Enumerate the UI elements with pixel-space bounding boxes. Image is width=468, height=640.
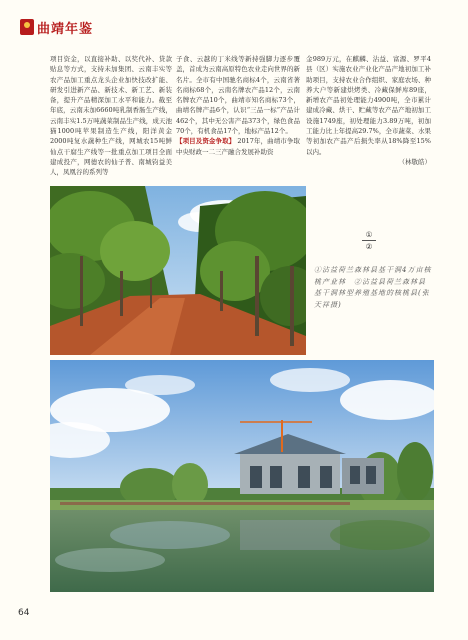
lakeside-base-photo [50, 360, 434, 592]
section-title-projects-funding: 【项目及资金争取】 [176, 137, 236, 146]
lakeside-base-illustration [50, 360, 434, 592]
figure-number-marker [362, 230, 376, 251]
article-column-1 [50, 54, 172, 178]
section-body: 2017年，曲靖市争取中央财政一二三产融合发展补助资 [176, 137, 300, 156]
column-1-text: 项目资金，以直接补助、以奖代补、贷款贴息等方式，支持未加集团、云南丰实等农产品加工重点龙头企业加快技改扩能、研发引进新产品、新技术、新工艺、新装备，提升产品精深加工水平和能力。截至年底，云南未加6660吨乳制香肠生产线，云南丰实1.5万吨蔬菜制品生产线，成天池猫1000吨苹果制造生产线，阳洋黄金2000吨复水蔬种生产线，网城农15吨鲜仙点干腐生产线等一批重点加工项目全面建成投产，网德农的仙子普、南城钧益美人，凤凰谷的系列等 [50, 55, 172, 177]
author-signoff: （林敬皓） [398, 157, 431, 166]
column-2-paragraph-1: 子食、云越的丁米线等新持强脚力逐步覆盖，首成为云南高原特色农业走向世界的新名片。全市有中国驰名商标4个，云南省著名商标68个，云南名牌农产品12个，云南名牌农产品10个，曲靖市知名商标73个，曲靖名牌产品6个，认识“三品一标”产品计462个，其中无公害产品373个，绿色食品70个，有机食品17个，地标产品12个。 [176, 55, 300, 136]
walnut-forest-photo [50, 186, 306, 355]
brand-title: 曲靖年鉴 [37, 21, 94, 37]
article-column-2 [176, 54, 300, 157]
column-2-paragraph-2 [176, 136, 300, 157]
photo-caption: ①沾益荷兰森林县基干洞4万亩核桃产业林 ②沾益县荷兰森林县基干洞林型养殖基地的核桃县(张天祥摄) [314, 266, 432, 309]
figure-number-2: ② [365, 242, 373, 251]
page-number: 64 [18, 608, 30, 618]
logo-icon [20, 19, 34, 35]
page-header [20, 16, 93, 38]
column-3-paragraph: 金989万元，在麒麟、沾益、富源、罗平4县（区）实施农业产业化产品产地初加工补助项目，支持农业合作组织、家庭农场、种养大户等新建烘烤类、冷藏保鲜库89座，新增农产品初处理能力4900吨，全市累计建成冷藏、烘干、贮藏等农产品产地初加工设施1749座，初处理能力3.89万吨，初加工能力比上年提高29.7%，全市蔬菜、水果等初加农产品产后损失率从18%降至15%以内。 [306, 55, 431, 156]
article-column-3 [306, 54, 431, 167]
figure-number-divider [362, 240, 376, 241]
figure-number-1: ① [365, 230, 373, 239]
walnut-forest-illustration [50, 186, 306, 355]
